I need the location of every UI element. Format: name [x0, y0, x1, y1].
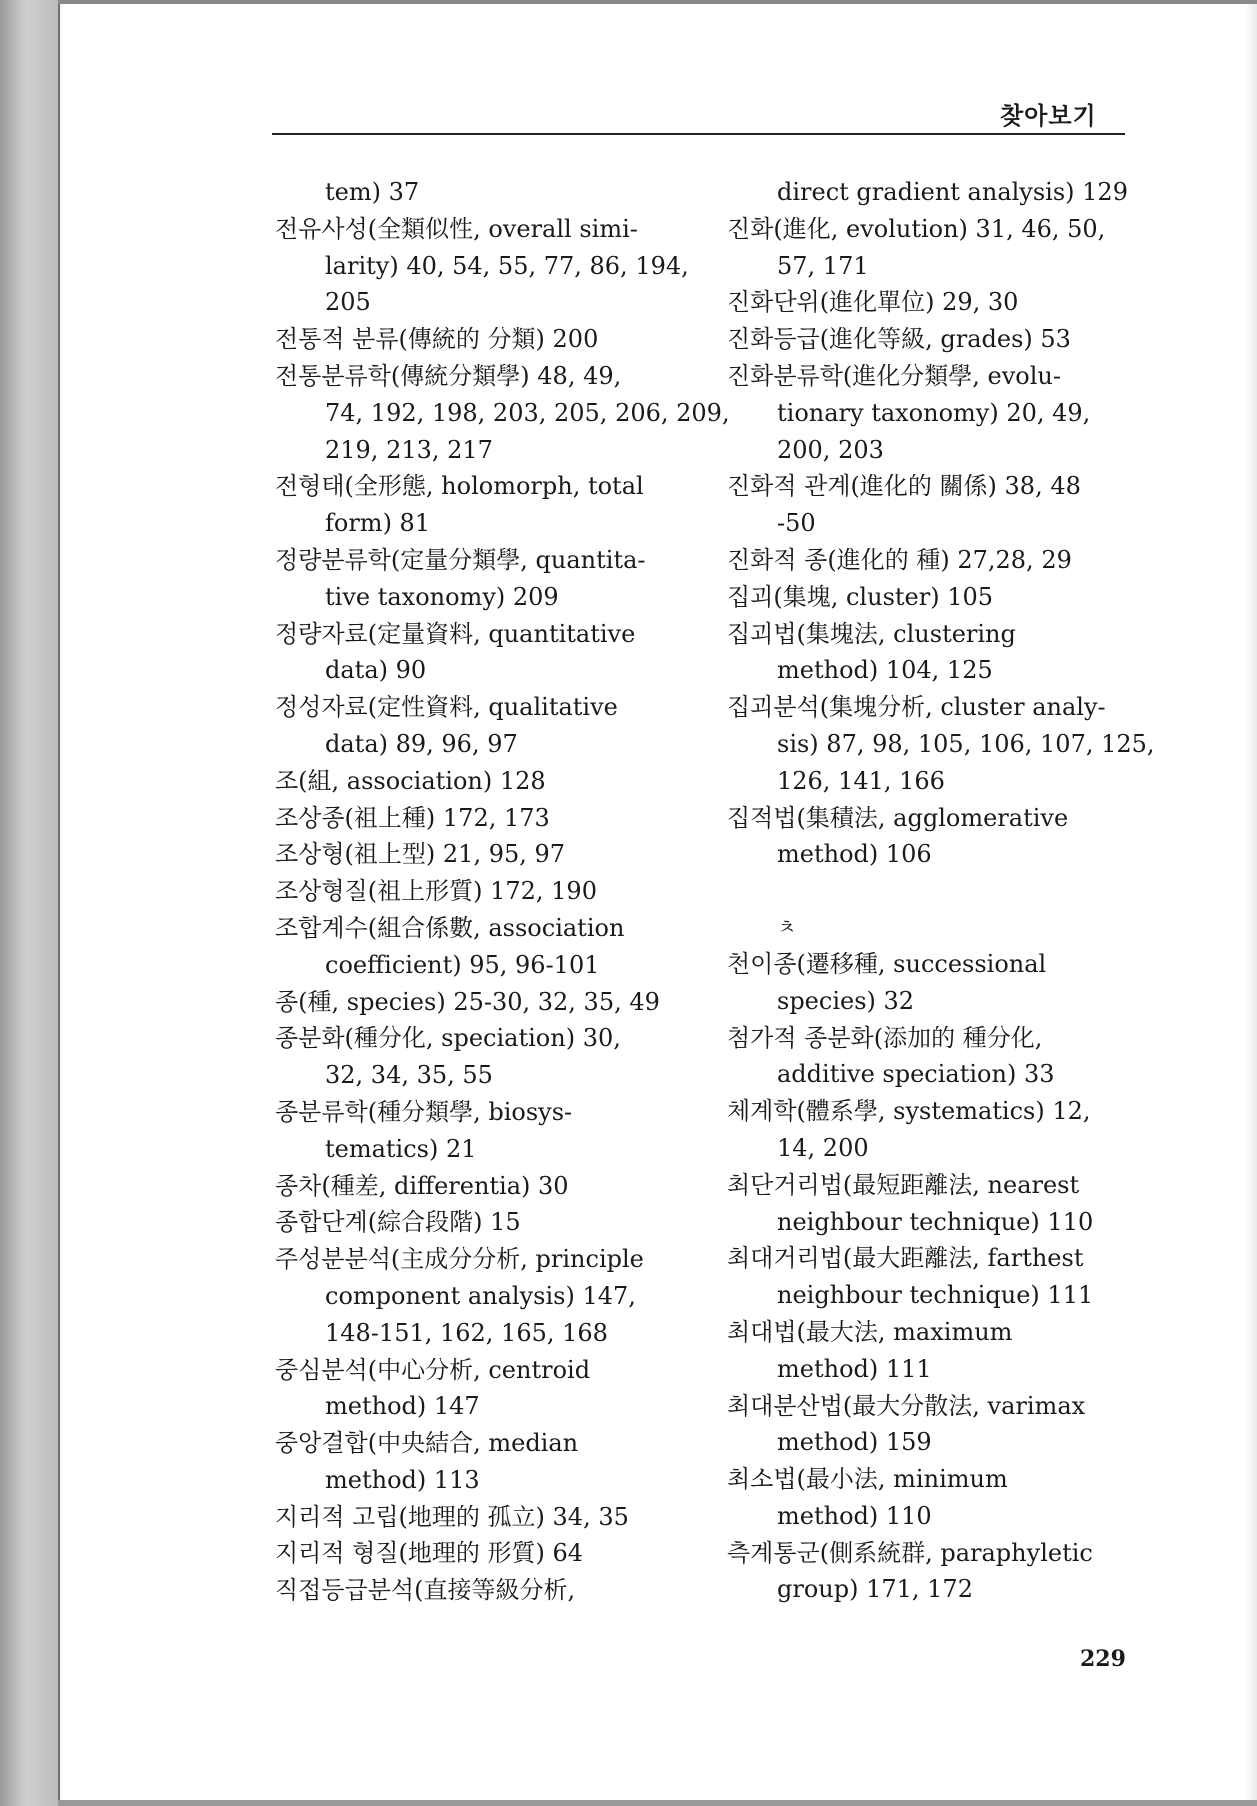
index-term-line: 최대거리법(最大距離法, farthest	[727, 1244, 1084, 1273]
index-continuation-line: method) 104, 125	[777, 656, 993, 685]
index-term-line: 천이종(遷移種, successional	[727, 949, 1047, 978]
index-continuation-line: method) 159	[777, 1428, 932, 1457]
header-rule	[272, 133, 1125, 135]
index-entry	[727, 1388, 1137, 1462]
index-entry	[275, 1241, 695, 1351]
index-entry	[727, 1093, 1137, 1167]
index-entry	[275, 1168, 695, 1205]
page-top-edge	[58, 0, 1257, 4]
index-continuation-line: method) 106	[777, 840, 932, 869]
index-entry	[275, 1094, 695, 1168]
index-term-line: 정량자료(定量資料, quantitative	[275, 619, 636, 648]
index-continuation-line: component analysis) 147,	[325, 1281, 636, 1310]
index-entry	[275, 1020, 695, 1094]
index-continuation-line: coefficient) 95, 96-101	[325, 950, 600, 979]
index-entry	[727, 1167, 1137, 1241]
index-entry	[727, 579, 1137, 616]
index-entry	[275, 836, 695, 873]
index-entry	[727, 468, 1137, 542]
index-column-right	[727, 174, 1155, 1608]
index-term-line: tem) 37	[325, 178, 420, 206]
index-term-line: 정성자료(定性資料, qualitative	[275, 693, 618, 722]
index-term-line: 종(種, species) 25-30, 32, 35, 49	[275, 987, 660, 1016]
index-continuation-line: species) 32	[777, 986, 915, 1015]
index-continuation-line: 126, 141, 166	[777, 766, 945, 795]
index-entry	[727, 174, 1137, 211]
index-entry	[727, 1314, 1137, 1388]
page-edge	[1245, 0, 1257, 1806]
index-term-line: 진화단위(進化單位) 29, 30	[727, 288, 1019, 317]
index-continuation-line: additive speciation) 33	[777, 1060, 1055, 1089]
index-term-line: 조상형(祖上型) 21, 95, 97	[275, 840, 566, 869]
index-term-line: 종분류학(種分類學, biosys-	[275, 1097, 573, 1126]
index-entry	[727, 689, 1155, 799]
index-entry	[275, 321, 695, 358]
index-term-line: direct gradient analysis) 129	[777, 178, 1128, 206]
book-spine	[0, 0, 58, 1806]
index-term-line: 조상종(祖上種) 172, 173	[275, 803, 550, 832]
index-term-line: 진화적 관계(進化的 關係) 38, 48	[727, 472, 1081, 501]
index-continuation-line: larity) 40, 54, 55, 77, 86, 194,	[325, 251, 689, 280]
index-entry	[727, 1461, 1137, 1535]
index-continuation-line: 219, 213, 217	[325, 435, 493, 464]
index-entry	[275, 211, 695, 321]
index-entry	[275, 174, 695, 211]
index-entry	[275, 1425, 695, 1499]
index-term-line: 첨가적 종분화(添加的 種分化,	[727, 1023, 1043, 1052]
index-term-line: 직접등급분석(直接等級分析,	[275, 1576, 576, 1605]
index-term-line: 전통분류학(傳統分類學) 48, 49,	[275, 361, 622, 390]
index-term-line: 지리적 형질(地理的 形質) 64	[275, 1539, 584, 1568]
index-entry	[275, 873, 695, 910]
index-continuation-line: neighbour technique) 110	[777, 1207, 1094, 1236]
index-entry	[275, 689, 695, 763]
index-term-line: 주성분분석(主成分分析, principle	[275, 1245, 644, 1274]
index-entry	[275, 984, 695, 1021]
index-term-line: 조상형질(祖上形質) 172, 190	[275, 877, 597, 906]
index-term-line: 종분화(種分化, speciation) 30,	[275, 1024, 621, 1053]
index-entry	[275, 358, 730, 468]
index-continuation-line: 200, 203	[777, 435, 884, 464]
index-term-line: 진화(進化, evolution) 31, 46, 50,	[727, 214, 1106, 243]
index-continuation-line: method) 110	[777, 1501, 932, 1530]
index-term-line: 지리적 고립(地理的 孤立) 34, 35	[275, 1502, 629, 1531]
index-term-line: 중심분석(中心分析, centroid	[275, 1355, 591, 1384]
index-term-line: 집괴(集塊, cluster) 105	[727, 582, 994, 611]
index-entry	[275, 468, 695, 542]
index-term-line: 조(組, association) 128	[275, 766, 546, 795]
index-continuation-line: method) 111	[777, 1354, 932, 1383]
index-entry	[727, 284, 1137, 321]
index-continuation-line: data) 90	[325, 656, 427, 685]
index-continuation-line: form) 81	[325, 509, 431, 538]
index-term-line: 집괴분석(集塊分析, cluster analy-	[727, 693, 1106, 722]
index-term-line: 정량분류학(定量分類學, quantita-	[275, 545, 646, 574]
index-entry	[275, 800, 695, 837]
index-entry	[275, 1352, 695, 1426]
page-number: 229	[1080, 1646, 1126, 1672]
index-term-line: 최소법(最小法, minimum	[727, 1465, 1008, 1494]
running-head: 찾아보기	[1000, 102, 1097, 130]
index-entry	[727, 1240, 1137, 1314]
index-continuation-line: 205	[325, 288, 371, 317]
index-entry	[727, 1535, 1137, 1609]
index-continuation-line: group) 171, 172	[777, 1575, 973, 1604]
index-entry	[275, 1499, 695, 1536]
index-entry	[727, 542, 1137, 579]
index-continuation-line: tematics) 21	[325, 1134, 477, 1163]
index-term-line: 최대법(最大法, maximum	[727, 1317, 1013, 1346]
index-entry	[275, 910, 695, 984]
index-term-line: 중앙결합(中央結合, median	[275, 1429, 579, 1458]
index-continuation-line: tionary taxonomy) 20, 49,	[777, 398, 1091, 427]
index-continuation-line: 148-151, 162, 165, 168	[325, 1318, 608, 1347]
index-term-line: 전형태(全形態, holomorph, total	[275, 472, 644, 501]
index-entry	[275, 763, 695, 800]
index-entry	[727, 321, 1137, 358]
index-term-line: 조합계수(組合係數, association	[275, 913, 625, 942]
index-entry	[275, 1204, 695, 1241]
index-term-line: 집괴법(集塊法, clustering	[727, 619, 1016, 648]
index-continuation-line: 74, 192, 198, 203, 205, 206, 209,	[325, 398, 730, 427]
index-entry	[727, 358, 1137, 468]
index-entry	[727, 211, 1137, 285]
index-term-line: 진화분류학(進化分類學, evolu-	[727, 361, 1061, 390]
index-term-line: 진화적 종(進化的 種) 27,28, 29	[727, 545, 1072, 574]
index-entry	[727, 1020, 1137, 1094]
index-entry	[275, 542, 695, 616]
index-column-left	[275, 174, 730, 1609]
index-continuation-line: method) 147	[325, 1392, 480, 1421]
section-letter: ㅊ	[777, 915, 797, 940]
index-entry	[727, 616, 1137, 690]
index-term-line: 종합단계(綜合段階) 15	[275, 1208, 521, 1237]
index-continuation-line: sis) 87, 98, 105, 106, 107, 125,	[777, 729, 1155, 758]
index-term-line: 최대분산법(最大分散法, varimax	[727, 1391, 1086, 1420]
index-term-line: 측계통군(側系統群, paraphyletic	[727, 1538, 1093, 1567]
index-continuation-line: -50	[777, 509, 816, 538]
index-term-line: 종차(種差, differentia) 30	[275, 1171, 569, 1200]
index-continuation-line: 14, 200	[777, 1133, 869, 1162]
index-entry	[275, 616, 695, 690]
index-term-line: 최단거리법(最短距離法, nearest	[727, 1170, 1080, 1199]
index-entry	[275, 1535, 695, 1572]
page-bottom-edge	[58, 1800, 1257, 1806]
index-continuation-line: method) 113	[325, 1465, 480, 1494]
index-entry	[275, 1572, 695, 1609]
index-continuation-line: tive taxonomy) 209	[325, 582, 559, 611]
index-term-line: 체계학(體系學, systematics) 12,	[727, 1097, 1091, 1126]
index-entry	[727, 800, 1137, 874]
index-continuation-line: neighbour technique) 111	[777, 1281, 1094, 1310]
index-continuation-line: 32, 34, 35, 55	[325, 1061, 493, 1090]
index-term-line: 진화등급(進化等級, grades) 53	[727, 325, 1071, 354]
index-continuation-line: data) 89, 96, 97	[325, 729, 518, 758]
index-term-line: 전유사성(全類似性, overall simi-	[275, 214, 638, 243]
index-term-line: 전통적 분류(傳統的 分類) 200	[275, 325, 599, 354]
index-term-line: 집적법(集積法, agglomerative	[727, 803, 1069, 832]
index-continuation-line: 57, 171	[777, 251, 869, 280]
index-entry	[727, 946, 1137, 1020]
